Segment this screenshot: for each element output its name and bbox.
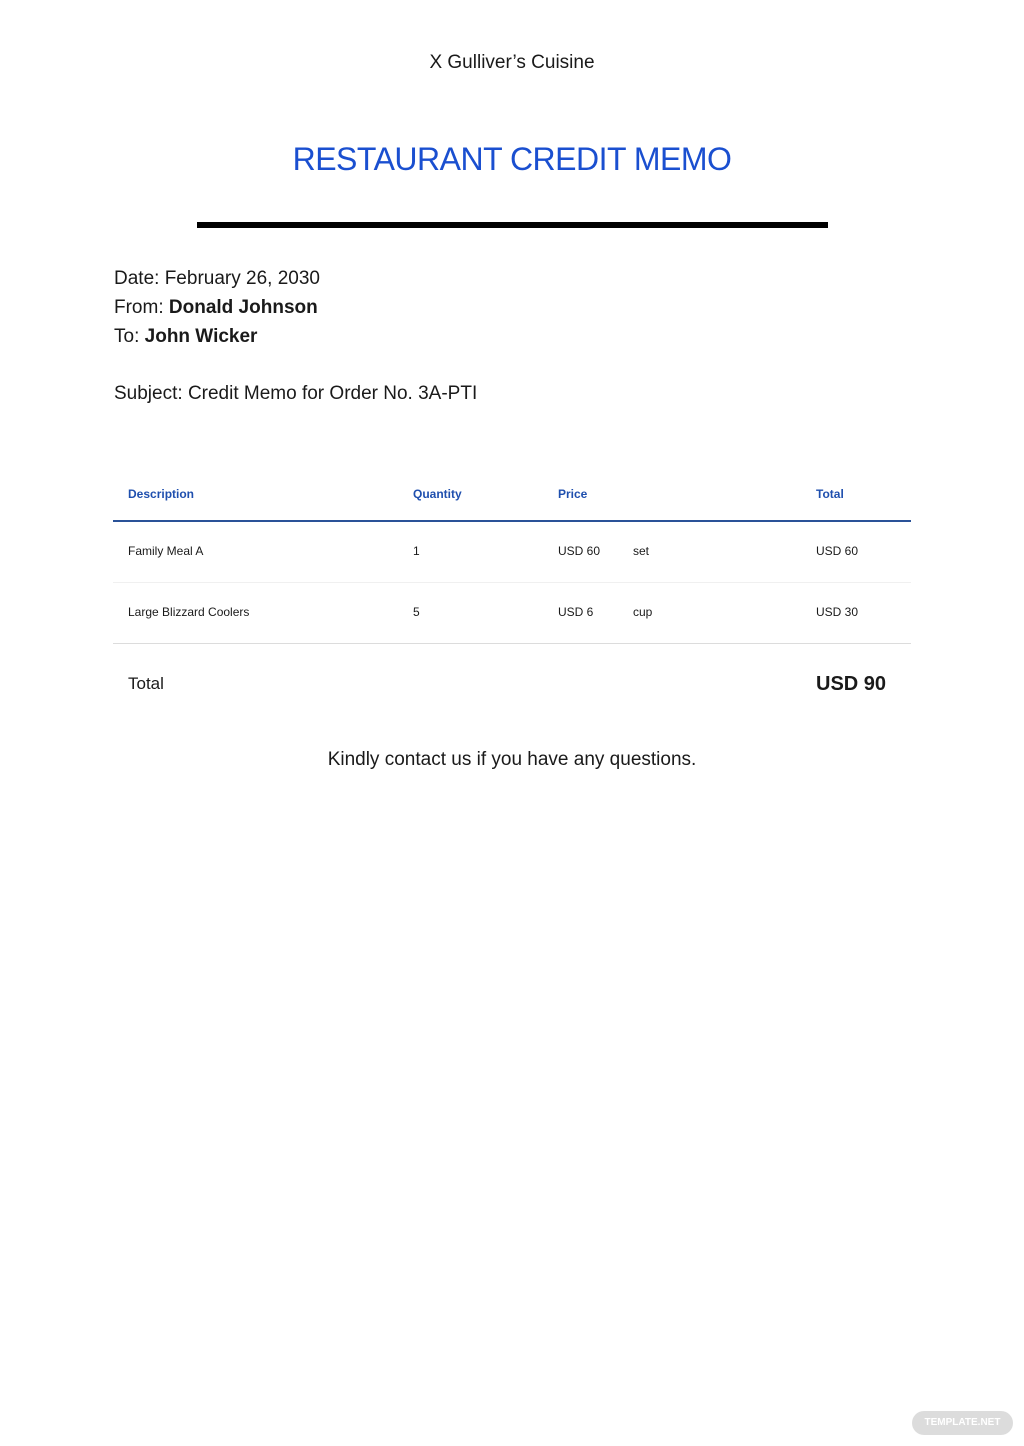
item-price: USD 60 [558, 544, 601, 558]
title-divider [197, 222, 828, 228]
total-label: Total [128, 674, 164, 693]
header-total: Total [816, 487, 844, 501]
table-header [113, 470, 911, 522]
company-name: X Gulliver’s Cuisine [429, 52, 595, 73]
subject-label: Subject: [114, 383, 183, 404]
to-line [114, 326, 257, 348]
date-line [114, 268, 320, 290]
total-row [113, 644, 911, 724]
item-quantity: 1 [413, 544, 420, 558]
document-title: RESTAURANT CREDIT MEMO [292, 141, 732, 177]
table-row [113, 522, 911, 583]
item-total: USD 30 [816, 605, 859, 619]
watermark-badge: TEMPLATE.NET [912, 1411, 1013, 1435]
item-price: USD 6 [558, 605, 594, 619]
to-value: John Wicker [144, 326, 258, 347]
header-description: Description [128, 487, 195, 501]
subject-value: Credit Memo for Order No. 3A-PTI [187, 383, 478, 404]
date-value: February 26, 2030 [164, 268, 320, 289]
item-description: Family Meal A [128, 544, 204, 558]
from-label: From: [114, 297, 164, 318]
header-quantity: Quantity [413, 487, 462, 501]
header-price: Price [558, 487, 588, 501]
date-label: Date: [114, 268, 160, 289]
items-table [113, 470, 911, 724]
total-value: USD 90 [816, 673, 887, 695]
from-value: Donald Johnson [168, 297, 318, 318]
closing-note: Kindly contact us if you have any questions. [327, 749, 697, 770]
item-unit: set [633, 544, 650, 558]
item-quantity: 5 [413, 605, 420, 619]
item-unit: cup [633, 605, 653, 619]
subject-line [114, 383, 477, 405]
table-row [113, 583, 911, 644]
to-label: To: [114, 326, 140, 347]
item-total: USD 60 [816, 544, 859, 558]
item-description: Large Blizzard Coolers [128, 605, 250, 619]
from-line [114, 297, 318, 319]
